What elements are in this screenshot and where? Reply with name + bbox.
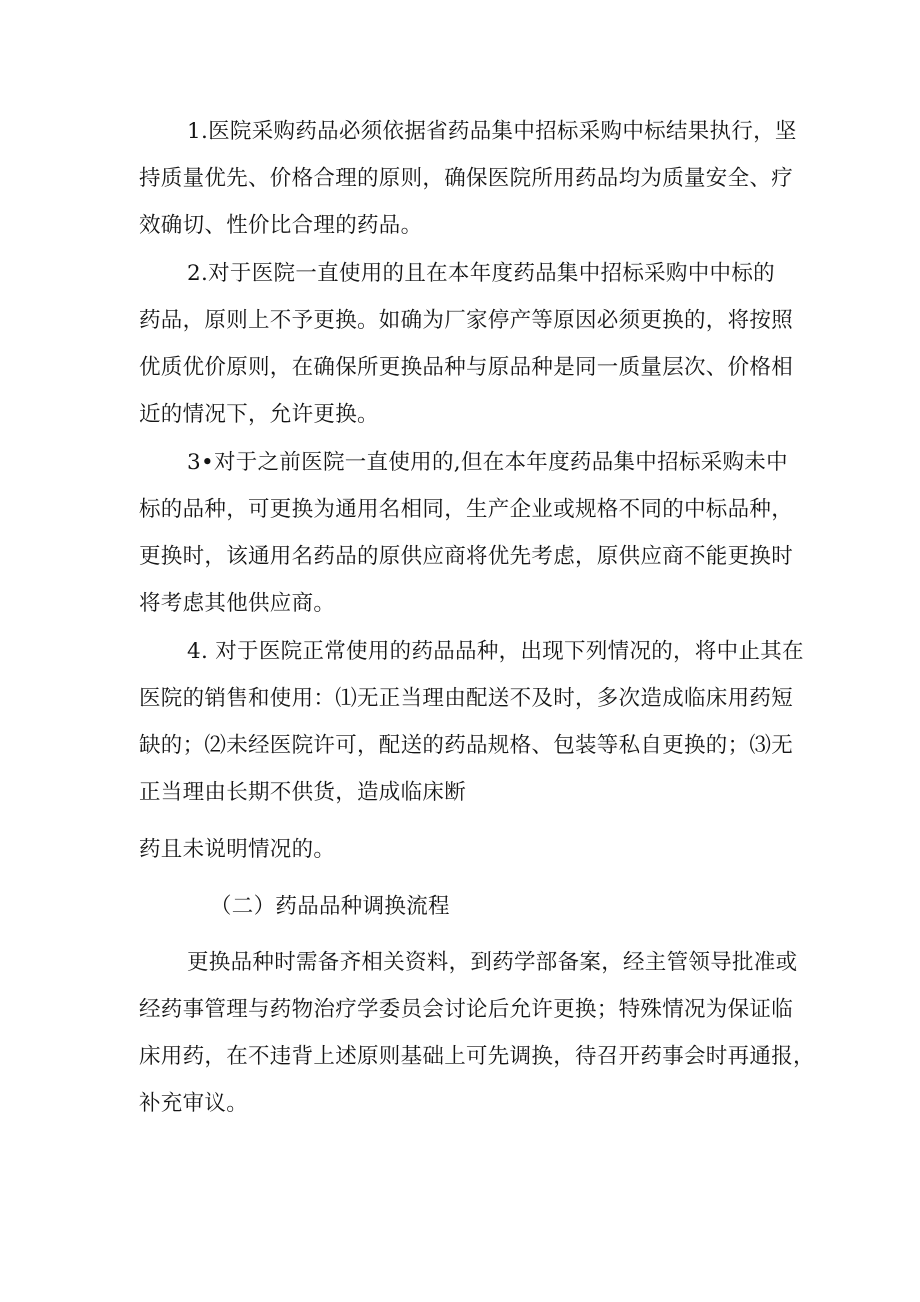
text-line: 优质优价原则，在确保所更换品种与原品种是同一质量层次、价格相 — [139, 355, 794, 380]
text-line: 将考虑其他供应商。 — [139, 591, 336, 616]
text-line: 2.对于医院一直使用的且在本年度药品集中招标采购中中标的 — [187, 261, 775, 286]
section-heading: （二）药品品种调换流程 — [210, 894, 450, 919]
text-line: 床用药，在不违背上述原则基础上可先调换，待召开药事会时再通报， — [139, 1044, 815, 1069]
text-line: 医院的销售和使用：⑴无正当理由配送不及时，多次造成临床用药短 — [139, 686, 794, 711]
text-line: 近的情况下，允许更换。 — [139, 402, 379, 427]
text-line: 更换品种时需备齐相关资料，到药学部备案，经主管领导批准或 — [187, 950, 798, 975]
text-line: 标的品种，可更换为通用名相同，生产企业或规格不同的中标品种， — [139, 497, 794, 522]
text-line: 4. 对于医院正常使用的药品品种，出现下列情况的，将中止其在 — [187, 639, 804, 664]
text-line: 补充审议。 — [139, 1091, 249, 1116]
text-line: 1.医院采购药品必须依据省药品集中招标采购中标结果执行，坚 — [187, 119, 797, 144]
text-line: 药品，原则上不予更换。如确为厂家停产等原因必须更换的，将按照 — [139, 308, 794, 333]
text-line: 经药事管理与药物治疗学委员会讨论后允许更换；特殊情况为保证临 — [139, 997, 794, 1022]
text-line: 缺的；⑵未经医院许可，配送的药品规格、包装等私自更换的；⑶无 — [139, 733, 794, 758]
text-line: 效确切、性价比合理的药品。 — [139, 213, 423, 238]
text-line: 药且未说明情况的。 — [139, 837, 336, 862]
text-line: 3•对于之前医院一直使用的,但在本年度药品集中招标采购未中 — [187, 450, 788, 475]
text-line: 正当理由长期不供货，造成临床断 — [139, 780, 467, 805]
text-line: 持质量优先、价格合理的原则，确保医院所用药品均为质量安全、疗 — [139, 166, 794, 191]
text-line: 更换时，该通用名药品的原供应商将优先考虑，原供应商不能更换时 — [139, 544, 794, 569]
